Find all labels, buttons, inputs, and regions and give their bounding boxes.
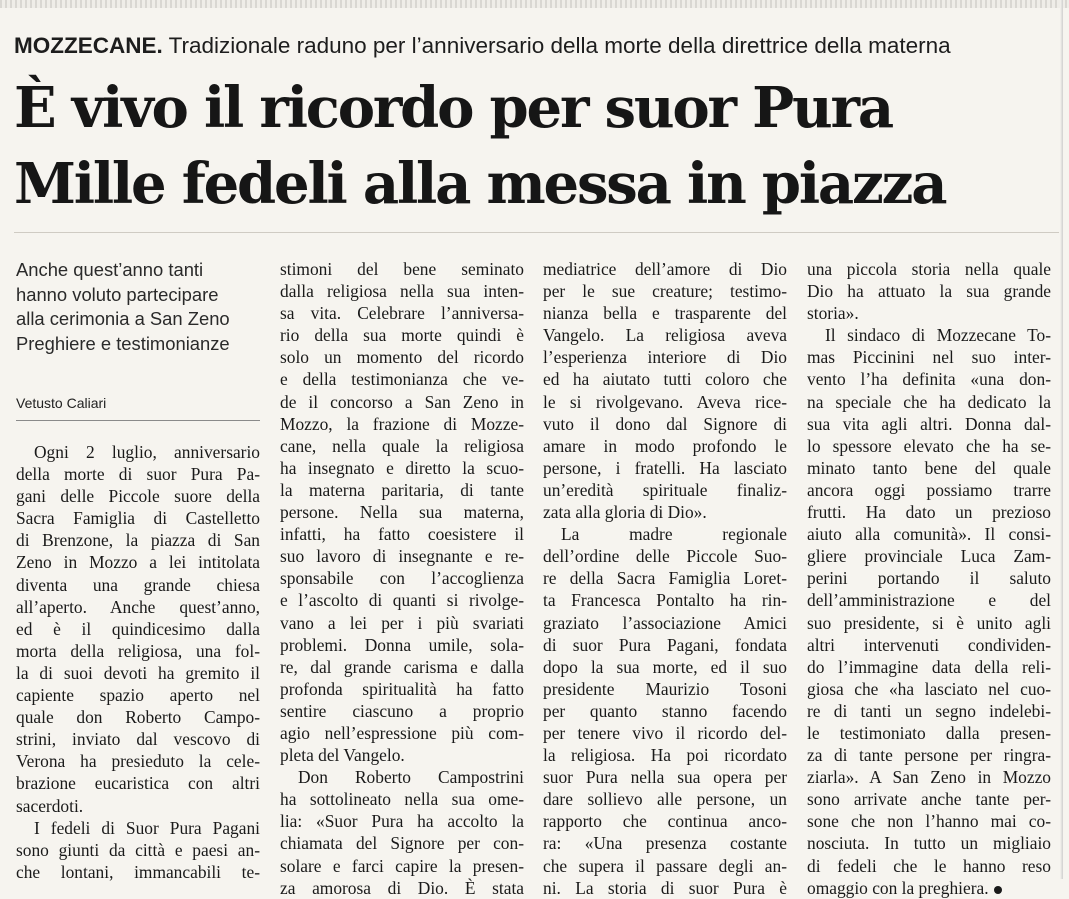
column-4 bbox=[807, 258, 1051, 899]
text-line: Zeno in Mozzo a lei intitolata bbox=[16, 552, 260, 573]
text-line: ta Francesca Pontalto ha rin- bbox=[543, 590, 787, 611]
text-line: per le sue creature; testimo- bbox=[543, 281, 787, 302]
text-line: omaggio con la preghiera. bbox=[807, 877, 1051, 899]
text-line: ha sottolineato nella sua ome- bbox=[280, 789, 524, 810]
text-line: suo presidente, si è unito agli bbox=[807, 612, 1051, 633]
text-line: ziarla». A San Zeno in Mozzo bbox=[807, 767, 1051, 788]
text-line: ra: «Una presenza costante bbox=[543, 833, 787, 854]
text-line: che lontani, immancabili te- bbox=[16, 861, 260, 882]
text-line: sua vita agli altri. Donna dal- bbox=[807, 413, 1051, 434]
text-line: sono giunti da città e paesi an- bbox=[16, 839, 260, 860]
text-line: vuto il dono dal Signore di bbox=[543, 413, 787, 434]
text-line: persone. Nella sua materna, bbox=[280, 502, 524, 523]
text-line: quale don Roberto Campo- bbox=[16, 707, 260, 728]
text-line: all’aperto. Anche quest’anno, bbox=[16, 596, 260, 617]
text-line: che supera il passare degli an- bbox=[543, 855, 787, 876]
text-line: lia: «Suor Pura ha accolto la bbox=[280, 811, 524, 832]
kicker-place: MOZZECANE. bbox=[14, 33, 163, 58]
text-line: za amorosa di Dio. È stata bbox=[280, 877, 524, 898]
header-divider bbox=[14, 232, 1059, 233]
text-line: amare in modo profondo le bbox=[543, 435, 787, 456]
text-line: per quanto stanno facendo bbox=[543, 700, 787, 721]
text-line: profonda spiritualità ha fatto bbox=[280, 678, 524, 699]
subheading-line: alla cerimonia a San Zeno bbox=[16, 308, 230, 329]
text-line: agio nell’espressione più com- bbox=[280, 722, 524, 743]
text-line: Don Roberto Campostrini bbox=[298, 767, 524, 788]
text-line: Dio ha attuato la sua grande bbox=[807, 281, 1051, 302]
subheading bbox=[16, 258, 260, 356]
text-line: sa vita. Celebrare l’anniversa- bbox=[280, 303, 524, 324]
text-line: La madre regionale bbox=[561, 524, 787, 545]
text-line: capiente spazio aperto nel bbox=[16, 685, 260, 706]
subheading-line: hanno voluto partecipare bbox=[16, 283, 219, 305]
text-line: altri intervenuti condividen- bbox=[807, 634, 1051, 655]
text-line: Verona ha presieduto la cele- bbox=[16, 751, 260, 772]
text-line: suo lavoro di insegnante e re- bbox=[280, 546, 524, 567]
subheading-line: Anche quest’anno tanti bbox=[16, 259, 204, 280]
text-line: gani delle Piccole suore della bbox=[16, 486, 260, 507]
text-line: Ogni 2 luglio, anniversario bbox=[34, 442, 260, 462]
text-line: ed ha aiutato tutti coloro che bbox=[543, 369, 787, 390]
text-line: perini portando il saluto bbox=[807, 568, 1051, 589]
text-line: minato tanto bene del quale bbox=[807, 457, 1051, 478]
text-line: ancora oggi possiamo trarre bbox=[807, 479, 1051, 500]
text-line: frutti. Ha dato un prezioso bbox=[807, 502, 1051, 523]
text-line: zata alla gloria di Dio». bbox=[543, 502, 707, 523]
subheading-line: Preghiere e testimonianze bbox=[16, 332, 230, 354]
scan-edge bbox=[0, 0, 1069, 8]
column-1 bbox=[16, 441, 260, 883]
text-line: stimoni del bene seminato bbox=[280, 259, 524, 279]
text-line: re di tanti un segno indelebi- bbox=[807, 700, 1051, 721]
text-line: chiamata del Signore per con- bbox=[280, 833, 524, 854]
text-line: strini, inviato dal vescovo di bbox=[16, 729, 260, 750]
text-line: Vangelo. La religiosa aveva bbox=[543, 325, 787, 346]
text-line: diventa una grande chiesa bbox=[16, 574, 260, 595]
text-line: problemi. Donna umile, sola- bbox=[280, 634, 524, 655]
text-line: do l’immagine data della reli- bbox=[807, 656, 1051, 677]
text-line: e della testimonianza che ve- bbox=[280, 369, 524, 390]
text-line: dare sollievo alle persone, un bbox=[543, 789, 787, 810]
text-line: sone che non l’hanno mai co- bbox=[807, 811, 1051, 832]
text-line: mas Piccinini nel suo inter- bbox=[807, 347, 1051, 368]
text-line: giosa che «ha lasciato nel cuo- bbox=[807, 678, 1051, 699]
text-line: le testimoniato dalla presen- bbox=[807, 722, 1051, 743]
text-line: solare e farci capire la presen- bbox=[280, 855, 524, 876]
text-line: dopo la sua morte, ed il suo bbox=[543, 656, 787, 677]
text-line: vano a lei per i più svariati bbox=[280, 612, 524, 633]
text-line: di fedeli che le hanno reso bbox=[807, 855, 1051, 876]
text-line: un’eredità spirituale finaliz- bbox=[543, 479, 787, 500]
text-line: della morte di suor Pura Pa- bbox=[16, 464, 260, 485]
kicker bbox=[14, 32, 1059, 60]
text-line: persone, i fratelli. Ha lasciato bbox=[543, 457, 787, 478]
kicker-text: Tradizionale raduno per l’anniversario della morte della direttrice della materna bbox=[168, 33, 951, 58]
text-line: rapporto che continua anco- bbox=[543, 811, 787, 832]
text-line: e l’ascolto di quanti si rivolge- bbox=[280, 590, 524, 611]
text-line: la religiosa. Ha poi ricordato bbox=[543, 745, 787, 766]
byline-divider bbox=[16, 420, 260, 421]
text-line: aiuto alla comunità». Il consi- bbox=[807, 524, 1051, 545]
text-line: sentire ciascuno a proprio bbox=[280, 700, 524, 721]
headline-line-2: Mille fedeli alla messa in piazza bbox=[14, 151, 946, 217]
text-line: nosciuta. In tutto un migliaio bbox=[807, 833, 1051, 854]
text-line: rio della sua morte quindi è bbox=[280, 325, 524, 346]
end-mark-icon bbox=[994, 886, 1002, 894]
text-line: lo spessore elevato che ha se- bbox=[807, 435, 1051, 456]
text-line: ed è il quindicesimo dalla bbox=[16, 618, 260, 639]
text-line: brazione eucaristica con altri bbox=[16, 773, 260, 794]
text-line: morta della religiosa, una fol- bbox=[16, 640, 260, 661]
text-line: na speciale che ha dedicato la bbox=[807, 391, 1051, 412]
text-line: la materna paritaria, di tante bbox=[280, 479, 524, 500]
text-line: sacerdoti. bbox=[16, 795, 84, 816]
text-line: le si rivolgevano. Aveva rice- bbox=[543, 391, 787, 412]
text-line: pleta del Vangelo. bbox=[280, 745, 405, 766]
text-line: di suor Pura Pagani, fondata bbox=[543, 634, 787, 655]
text-line: dalla religiosa nella sua inten- bbox=[280, 281, 524, 302]
text-line: di Brenzone, la piazza di San bbox=[16, 530, 260, 551]
text-line: dell’amministrazione e del bbox=[807, 590, 1051, 611]
text-line: Sacra Famiglia di Castelletto bbox=[16, 508, 260, 529]
text-line: za di tante persone per ringra- bbox=[807, 745, 1051, 766]
text-line: vento l’ha definita «una don- bbox=[807, 369, 1051, 390]
text-line: sono arrivate anche tante per- bbox=[807, 789, 1051, 810]
text-line: dell’ordine delle Piccole Suo- bbox=[543, 546, 787, 567]
byline: Vetusto Caliari bbox=[16, 395, 107, 411]
text-line: re della Sacra Famiglia Loret- bbox=[543, 568, 787, 589]
text-line: ni. La storia di suor Pura è bbox=[543, 877, 787, 898]
text-line: Mozzo, la frazione di Mozze- bbox=[280, 413, 524, 434]
text-line: nianza bella e trasparente del bbox=[543, 303, 787, 324]
text-line: una piccola storia nella quale bbox=[807, 259, 1051, 279]
text-line: presidente Maurizio Tosoni bbox=[543, 678, 787, 699]
text-line: l’esperienza interiore di Dio bbox=[543, 347, 787, 368]
text-line: mediatrice dell’amore di Dio bbox=[543, 259, 787, 279]
headline bbox=[14, 70, 1064, 222]
headline-line-1: È vivo il ricordo per suor Pura bbox=[14, 75, 892, 141]
column-2 bbox=[280, 258, 524, 899]
text-line: sponsabile con l’accoglienza bbox=[280, 568, 524, 589]
text-line: graziato l’associazione Amici bbox=[543, 612, 787, 633]
text-line: I fedeli di Suor Pura Pagani bbox=[34, 817, 260, 838]
text-line: cane, nella quale la religiosa bbox=[280, 435, 524, 456]
text-line: gliere provinciale Luca Zam- bbox=[807, 546, 1051, 567]
text-line: per tenere vivo il ricordo del- bbox=[543, 722, 787, 743]
text-line: ha insegnato e diretto la scuo- bbox=[280, 457, 524, 478]
column-3 bbox=[543, 258, 787, 899]
text-line: infatti, ha fatto coesistere il bbox=[280, 524, 524, 545]
text-line: storia». bbox=[807, 303, 859, 324]
text-line: solo un momento del ricordo bbox=[280, 347, 524, 368]
text-line: re, dal grande carisma e dalla bbox=[280, 656, 524, 677]
text-line: la di suoi devoti ha gremito il bbox=[16, 662, 260, 683]
text-line: de il concorso a San Zeno in bbox=[280, 391, 524, 412]
text-line: suor Pura nella sua opera per bbox=[543, 767, 787, 788]
text-line: Il sindaco di Mozzecane To- bbox=[825, 325, 1051, 346]
